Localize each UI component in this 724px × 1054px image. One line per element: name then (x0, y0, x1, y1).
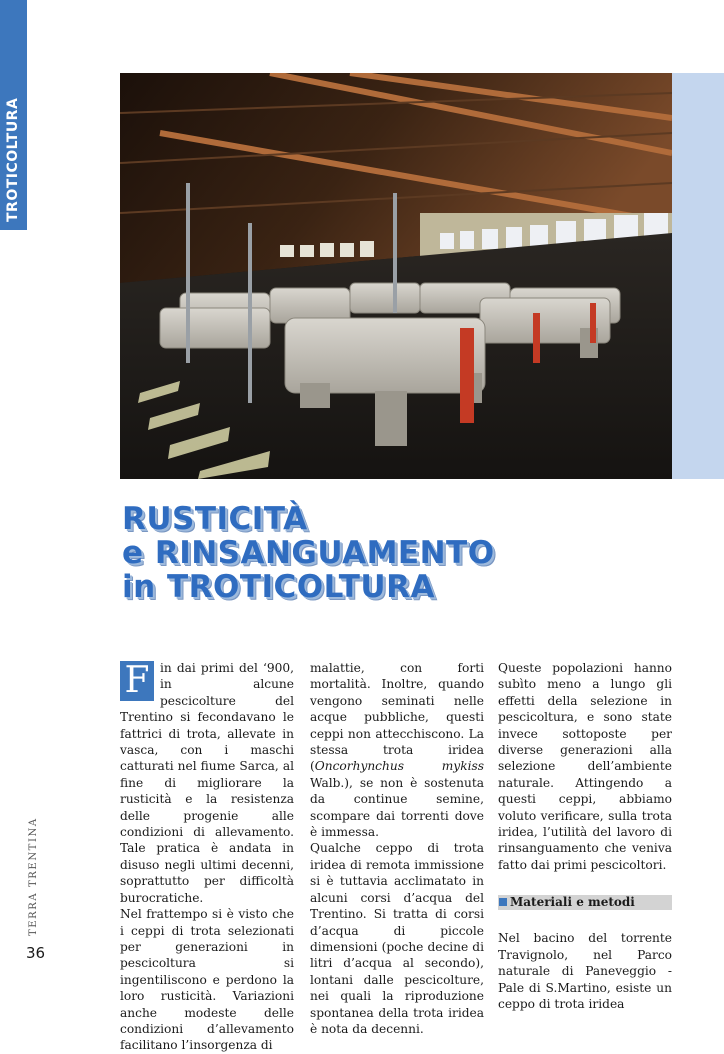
paragraph: Queste popolazioni hanno subìto meno a lungo gli effetti della selezione in pescicoltura, e sono state invece sottoposte per diverse generazioni alla selezione dell’ambiente naturale. Attingendo a questi ceppi, abbiamo voluto verificare, sulla trota iridea, l’utilità del lavoro di rinsanguamento che veniva fatto dai primi pescicoltori. (498, 661, 672, 872)
paragraph: Nel frattempo si è visto che i ceppi di trota selezionati per generazioni in pescicoltura si ingentiliscono e perdono la loro rusticità. Variazioni anche modeste delle condizioni d’allevamento facilitano l’insorgenza di (120, 907, 294, 1053)
paragraph (310, 660, 484, 840)
hatchery-photo (120, 73, 672, 479)
text-column-3 (498, 660, 672, 1012)
paragraph-text: Walb.), se non è sostenuta da continue semine, scompare dai torrenti dove è immessa. (310, 775, 484, 840)
section-tab-label: TROTICOLTURA (5, 97, 21, 222)
text-column-1 (120, 660, 294, 1054)
page-number: 36 (26, 944, 46, 962)
section-tab (0, 0, 27, 230)
section-heading-text: Materiali e metodi (510, 895, 635, 910)
species-name: Oncorhynchus mykiss (314, 759, 484, 774)
text-column-2 (310, 660, 484, 1037)
paragraph: in dai primi del ‘900, in alcune pescicolture del Trentino si fecondavano le fattrici di trota, allevate in vasca, con i maschi catturati nel fiume Sarca, al fine di migliorare la rusticità e la resistenza delle progenie alle condizioni di allevamento. Tale pratica è andata in disuso negli ultimi decenni, soprattutto per difficoltà burocratiche. (120, 661, 294, 905)
square-bullet-icon (499, 898, 507, 906)
article-title (122, 502, 495, 604)
title-line-2: e RINSANGUAMENTO (122, 535, 495, 571)
magazine-name: TERRA TRENTINA (28, 817, 39, 936)
drop-cap: F (120, 661, 154, 701)
paragraph-text: malattie, con forti mortalità. Inoltre, quando vengono seminati nelle acque pubbliche, questi ceppi non attecchiscono. La stessa trota iridea ( (310, 661, 484, 774)
title-line-3: in TROTICOLTURA (122, 569, 435, 605)
paragraph: Qualche ceppo di trota iridea di remota immissione si è tuttavia acclimatato in alcuni corsi d’acqua del Trentino. Si tratta di corsi d’acqua di piccole dimensioni (poche decine di litri d’acqua al secondo), lontani dalle pescicolture, nei quali la riproduzione spontanea della trota iridea è nota da decenni. (310, 841, 484, 1036)
paragraph: Nel bacino del torrente Travignolo, nel Parco naturale di Paneveggio - Pale di S.Martino, esiste un ceppo di trota iridea (498, 931, 672, 1011)
title-line-1: RUSTICITÀ (122, 501, 308, 537)
photo-side-band (672, 73, 724, 479)
section-heading (498, 895, 672, 910)
